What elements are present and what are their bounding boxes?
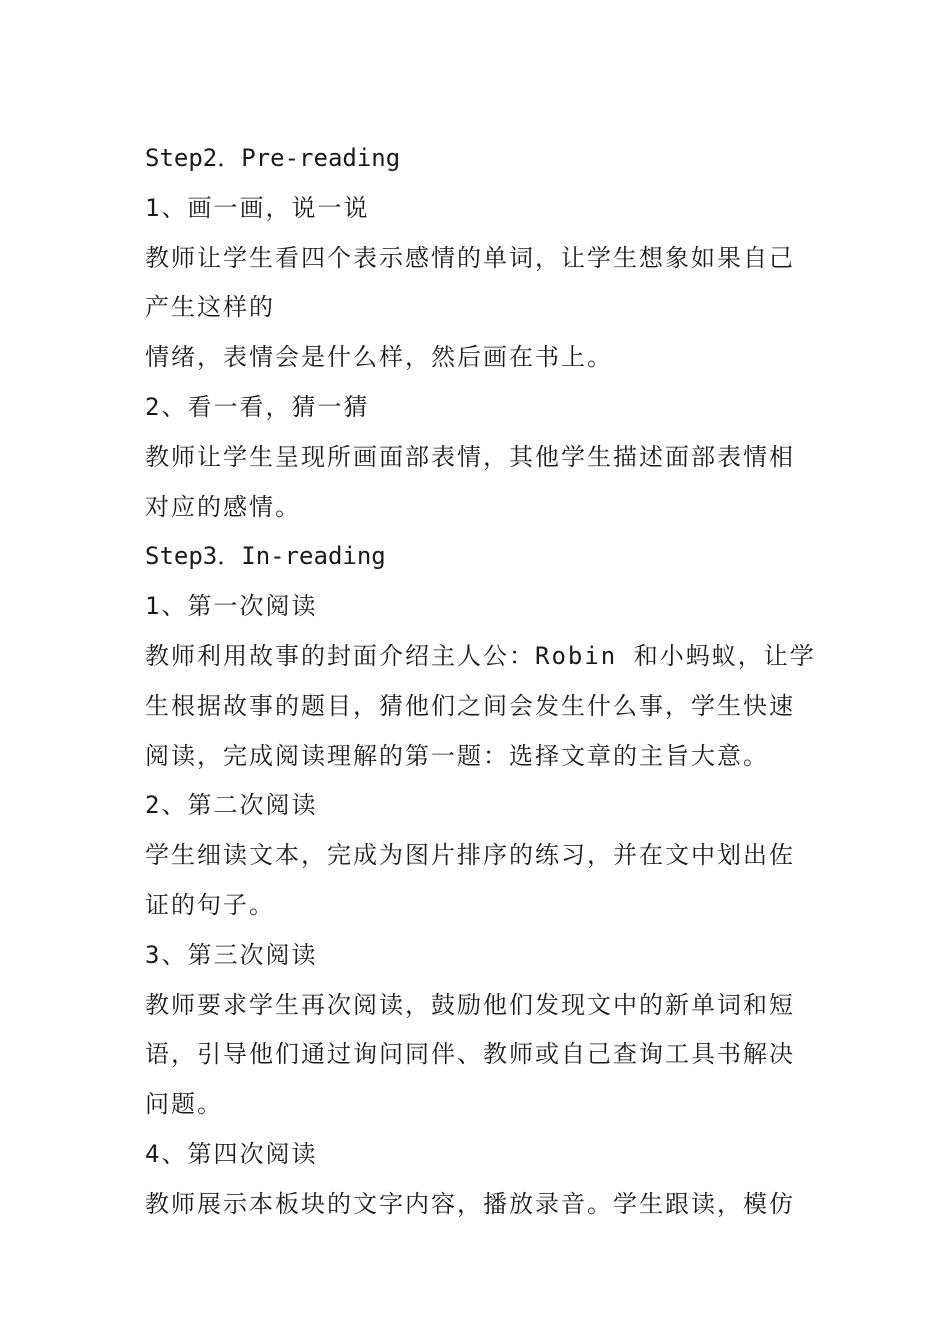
- section-heading: 1、第一次阅读: [145, 592, 318, 621]
- paragraph-line: 语，引导他们通过询问同伴、教师或自己查询工具书解决: [145, 1040, 795, 1069]
- section-heading: 2、第二次阅读: [145, 791, 318, 820]
- paragraph-line: 教师展示本板块的文字内容，播放录音。学生跟读，模仿: [145, 1189, 795, 1218]
- paragraph-line: 教师要求学生再次阅读，鼓励他们发现文中的新单词和短: [145, 990, 795, 1019]
- section-heading: 3、第三次阅读: [145, 940, 318, 969]
- step2-heading: Step2．Pre-reading: [145, 144, 401, 172]
- paragraph-line: 对应的感情。: [145, 492, 301, 521]
- paragraph-line: 问题。: [145, 1090, 223, 1119]
- paragraph-line: 生根据故事的题目，猜他们之间会发生什么事，学生快速: [145, 691, 795, 720]
- paragraph-line: 教师让学生看四个表示感情的单词，让学生想象如果自己: [145, 243, 795, 272]
- section-heading: 4、第四次阅读: [145, 1139, 318, 1168]
- paragraph-line: 阅读，完成阅读理解的第一题：选择文章的主旨大意。: [145, 741, 769, 770]
- section-heading: 1、画一画，说一说: [145, 193, 370, 222]
- paragraph-line: 教师利用故事的封面介绍主人公：Robin 和小蚂蚁，让学: [145, 641, 816, 670]
- paragraph-line: 情绪，表情会是什么样，然后画在书上。: [145, 343, 613, 372]
- document-body: [145, 134, 816, 1230]
- paragraph-line: 证的句子。: [145, 890, 275, 919]
- paragraph-line: 教师让学生呈现所画面部表情，其他学生描述面部表情相: [145, 442, 795, 471]
- section-heading: 2、看一看，猜一猜: [145, 392, 370, 421]
- paragraph-line: 产生这样的: [145, 293, 275, 322]
- paragraph-line: 学生细读文本，完成为图片排序的练习，并在文中划出佐: [145, 841, 795, 870]
- step3-heading: Step3．In-reading: [145, 542, 386, 571]
